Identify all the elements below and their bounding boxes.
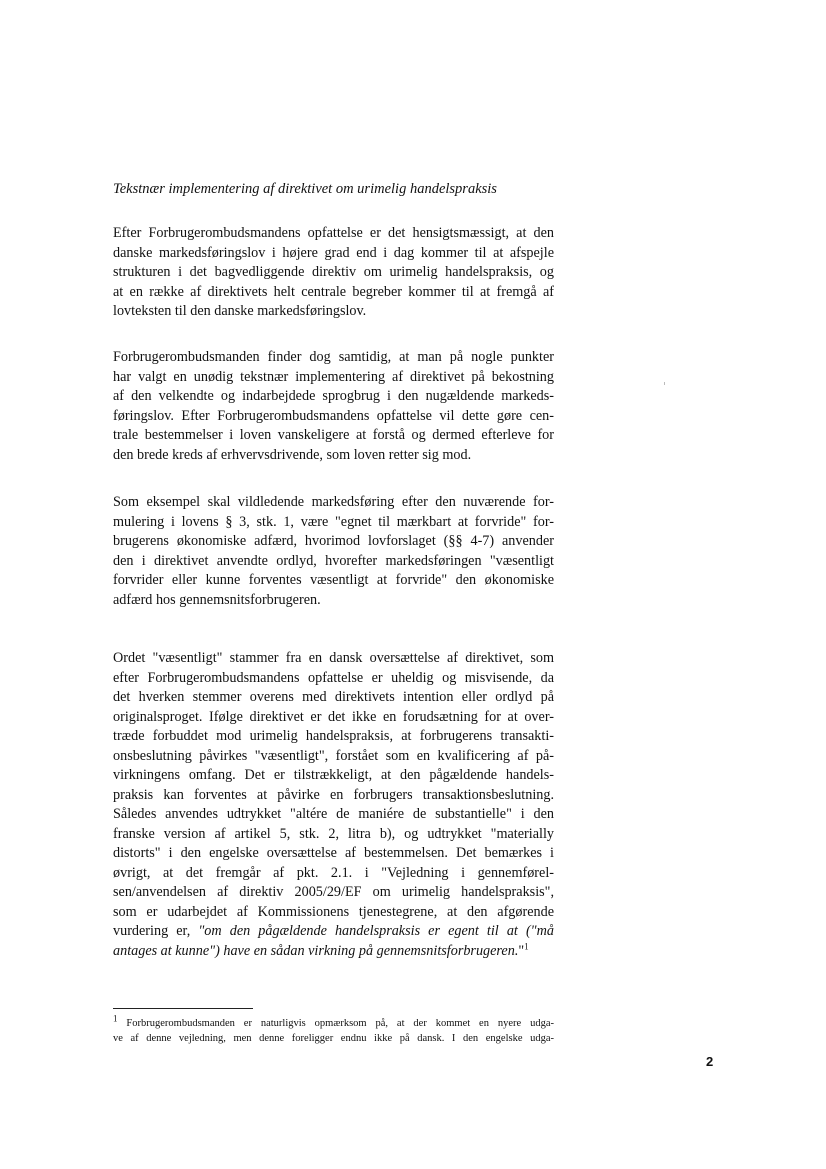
footnote-marker: 1 <box>113 1013 118 1024</box>
text-line: originalsproget. Ifølge direktivet er det ikke en forudsætning for at over- <box>113 708 554 725</box>
text-line: danske markedsføringslov i højere grad end i dag kommer til at afspejle <box>113 244 554 261</box>
text-line: sen/anvendelsen af direktiv 2005/29/EF om urimelig handelspraksis", <box>113 884 554 900</box>
text-line: Således anvendes udtrykket "altére de maniére de substantielle" i den <box>113 806 554 822</box>
footnote-text: Forbrugerombudsmanden er naturligvis opmærksom på, at der kommet en nyere udga- <box>126 1018 554 1029</box>
text-line: at en række af direktivets helt centrale begreber kommer til at fremgå af <box>113 283 554 300</box>
text-line: adfærd hos gennemsnitsforbrugeren. <box>113 591 321 608</box>
text-line: lovteksten til den danske markedsføringslov. <box>113 303 367 319</box>
text-line: onsbeslutning påvirkes "væsentligt", forstået som en kvalificering af på- <box>113 747 554 764</box>
page-number: 2 <box>706 1054 714 1069</box>
paragraph-1 <box>113 224 554 322</box>
footnote <box>113 1013 554 1046</box>
text-line: Ordet "væsentligt" stammer fra en dansk oversættelse af direktivet, som <box>113 650 554 666</box>
paragraph-4 <box>113 649 554 961</box>
text-line: franske version af artikel 5, stk. 2, litra b), og udtrykket "materially <box>113 825 554 842</box>
text-line: den brede kreds af erhvervsdrivende, som loven retter sig mod. <box>113 446 472 463</box>
text-line: Forbrugerombudsmanden finder dog samtidig, at man på nogle punkter <box>113 349 554 365</box>
closing-quote: " <box>518 942 525 959</box>
text-line: strukturen i det bagvedliggende direktiv om urimelig handelspraksis, og <box>113 264 554 280</box>
footnote-separator <box>113 1008 253 1009</box>
quoted-text: "om den pågældende handelspraksis er egent til at ("må <box>198 923 554 939</box>
text-line: har valgt en unødig tekstnær implementering af direktivet på bekostning <box>113 368 554 385</box>
text-line: som er udarbejdet af Kommissionens tjenestegrene, at den afgørende <box>113 903 554 920</box>
text-line: mulering i lovens § 3, stk. 1, være "egnet til mærkbart at forvride" for- <box>113 513 554 530</box>
text-line: den i direktivet anvendte ordlyd, hvorefter markedsføringen "væsentligt <box>113 552 554 569</box>
text-line <box>113 922 554 942</box>
section-heading: Tekstnær implementering af direktivet om urimelig handelspraksis <box>113 181 497 197</box>
text-line <box>113 942 554 962</box>
footnote-reference: 1 <box>524 940 529 951</box>
text-line: føringslov. Efter Forbrugerombudsmandens opfattelse vil dette gøre cen- <box>113 407 554 424</box>
text-line: virkningens omfang. Det er tilstrækkeligt, at den pågældende handels- <box>113 767 554 783</box>
text-line: af den velkendte og indarbejdede sprogbrug i den nugældende markeds- <box>113 388 554 404</box>
text-line: Som eksempel skal vildledende markedsføring efter den nuværende for- <box>113 494 554 510</box>
text-line: trale bestemmelser i loven vanskeligere at forstå og dermed efterleve for <box>113 427 554 443</box>
text-line: øvrigt, at det fremgår af pkt. 2.1. i "Vejledning i gennemførel- <box>113 864 554 881</box>
scan-speck <box>664 382 665 385</box>
text-line: efter Forbrugerombudsmandens opfattelse er uheldig og misvisende, da <box>113 669 554 686</box>
text-line: det hverken stemmer overens med direktivets intention eller ordlyd på <box>113 689 554 705</box>
text-line: distorts" i den engelske oversættelse af bestemmelsen. Det bemærkes i <box>113 845 554 861</box>
text-line: træde forbuddet mod urimelig handelspraksis, at forbrugerens transakti- <box>113 728 554 744</box>
footnote-line <box>113 1013 554 1031</box>
text-line: forvrider eller kunne forventes væsentligt at forvride" den økonomiske <box>113 572 554 588</box>
footnote-line: ve af denne vejledning, men denne foreligger endnu ikke på dansk. I den engelske udga- <box>113 1033 554 1044</box>
text-line: praksis kan forventes at påvirke en forbrugers transaktionsbeslutning. <box>113 786 554 803</box>
text-line: Efter Forbrugerombudsmandens opfattelse er det hensigtsmæssigt, at den <box>113 225 554 241</box>
paragraph-2 <box>113 348 554 465</box>
paragraph-3 <box>113 493 554 610</box>
quoted-text: antages at kunne") have en sådan virkning på gennemsnitsforbrugeren. <box>113 942 519 959</box>
text-line: brugerens økonomiske adfærd, hvorimod lovforslaget (§§ 4-7) anvender <box>113 533 554 549</box>
text-plain: vurdering er, <box>113 923 199 939</box>
